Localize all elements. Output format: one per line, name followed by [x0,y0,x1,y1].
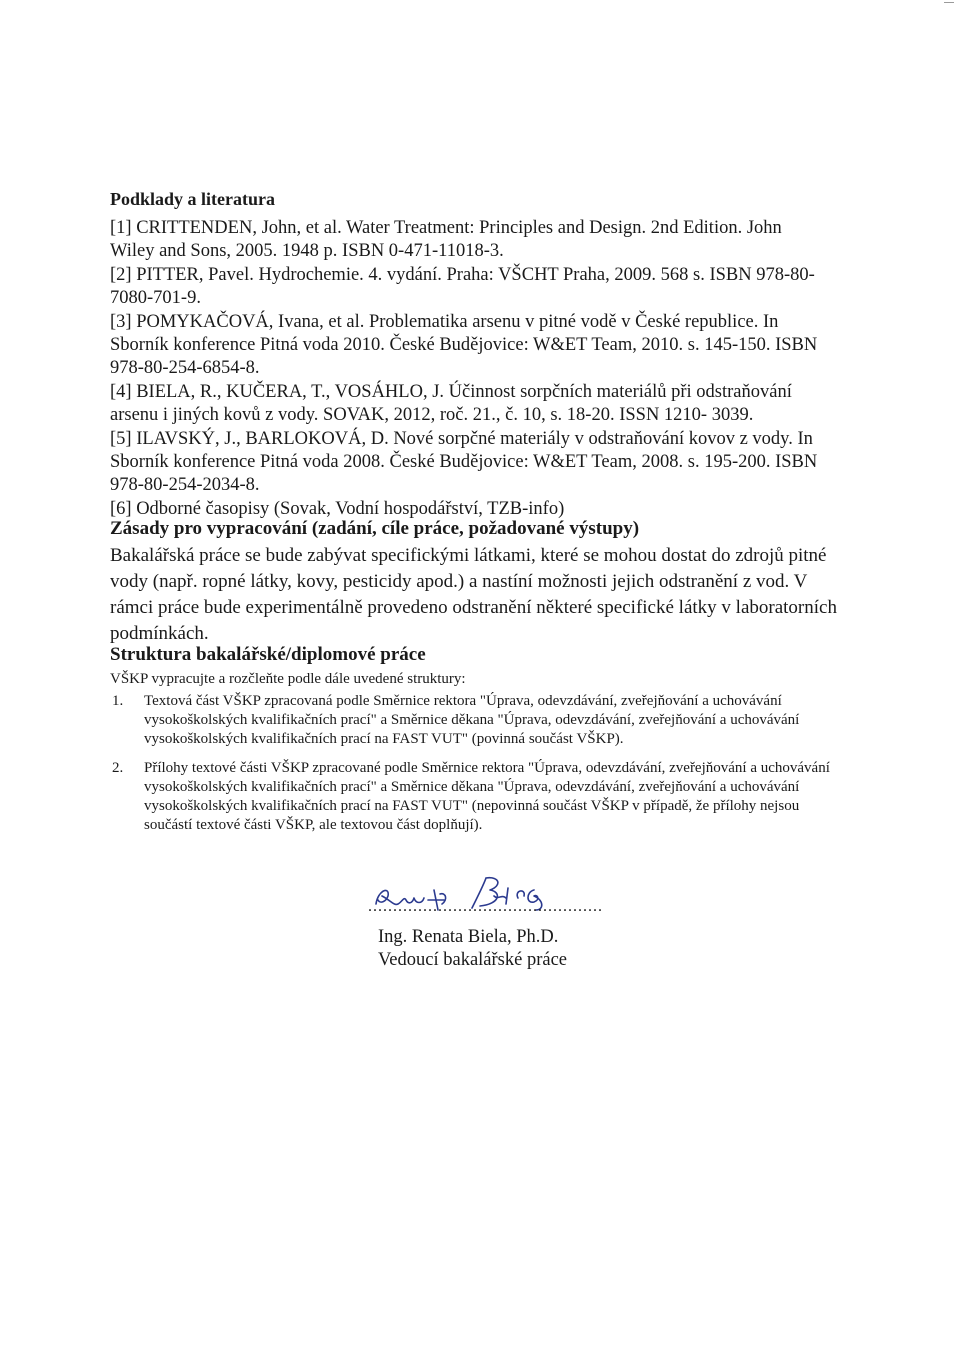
list-item [110,692,850,749]
reference-item: [4] BIELA, R., KUČERA, T., VOSÁHLO, J. Účinnost sorpčních materiálů při odstraňování arsenu i jiných kovů z vody. SOVAK, 2012, roč. 21., č. 10, s. 18-20. ISSN 1210- 3039. [110,381,792,426]
reference-list [110,217,830,521]
section-heading-podklady: Podklady a literatura [110,189,275,209]
zasady-paragraph: Bakalářská práce se bude zabývat specifickými látkami, které se mohou dostat do zdrojů pitné vody (např. ropné látky, kovy, pesticidy apod.) a nastíní možnosti jejich odstranění z vod. V rámci práce bude experimentálně provedeno odstranění některé specifické látky v laboratorních podmínkách. [110,545,837,644]
list-item-number: 2. [112,760,124,776]
struktura-intro: VŠKP vypracujte a rozčleňte podle dále uvedené struktury: [110,671,466,687]
reference-item: [5] ILAVSKÝ, J., BARLOKOVÁ, D. Nové sorpčné materiály v odstraňování kovov z vody. In Sborník konference Pitná voda 2008. České Budějovice: W&ET Team, 2008. s. 195-200. ISBN 978-80-254-2034-8. [110,428,818,496]
reference-item: [3] POMYKAČOVÁ, Ivana, et al. Problematika arsenu v pitné vodě v České republice. In Sborník konference Pitná voda 2010. České Budějovice: W&ET Team, 2010. s. 145-150. ISBN 978-80-254-6854-8. [110,311,818,379]
supervisor-role: Vedoucí bakalářské práce [378,950,568,970]
list-item-text: Textová část VŠKP zpracovaná podle Směrnice rektora "Úprava, odevzdávání, zveřejňování a uchovávání vysokoškolských kvalifikačních prací" a Směrnice děkana "Úprava, odevzdávání, zveřejňování a uchovávání vysokoškolských kvalifikačních prací na FAST VUT" (povinná součást VŠKP). [144,693,800,747]
struktura-list [110,692,850,845]
list-item-number: 1. [112,693,124,709]
reference-item: [6] Odborné časopisy (Sovak, Vodní hospodářství, TZB-info) [110,498,565,519]
reference-item: [2] PITTER, Pavel. Hydrochemie. 4. vydání. Praha: VŠCHT Praha, 2009. 568 s. ISBN 978-80-7080-701-9. [110,264,815,309]
section-heading-struktura: Struktura bakalářské/diplomové práce [110,644,426,665]
reference-item: [1] CRITTENDEN, John, et al. Water Treatment: Principles and Design. 2nd Edition. John Wiley and Sons, 2005. 1948 p. ISBN 0-471-11018-3. [110,218,782,262]
scan-corner-mark [944,2,954,3]
signature-line: ............................................... [368,898,603,915]
section-heading-zasady: Zásady pro vypracování (zadání, cíle práce, požadované výstupy) [110,518,640,539]
list-item-text: Přílohy textové části VŠKP zpracované podle Směrnice rektora "Úprava, odevzdávání, zveřejňování a uchovávání vysokoškolských kvalifikačních prací" a Směrnice děkana "Úprava, odevzdávání, zveřejňování a uchovávání vysokoškolských kvalifikačních prací na FAST VUT" (nepovinná součást VŠKP v případě, že přílohy nejsou součástí textové části VŠKP, ale textovou část doplňují). [144,760,830,833]
list-item [110,759,850,835]
supervisor-name: Ing. Renata Biela, Ph.D. [378,927,559,947]
